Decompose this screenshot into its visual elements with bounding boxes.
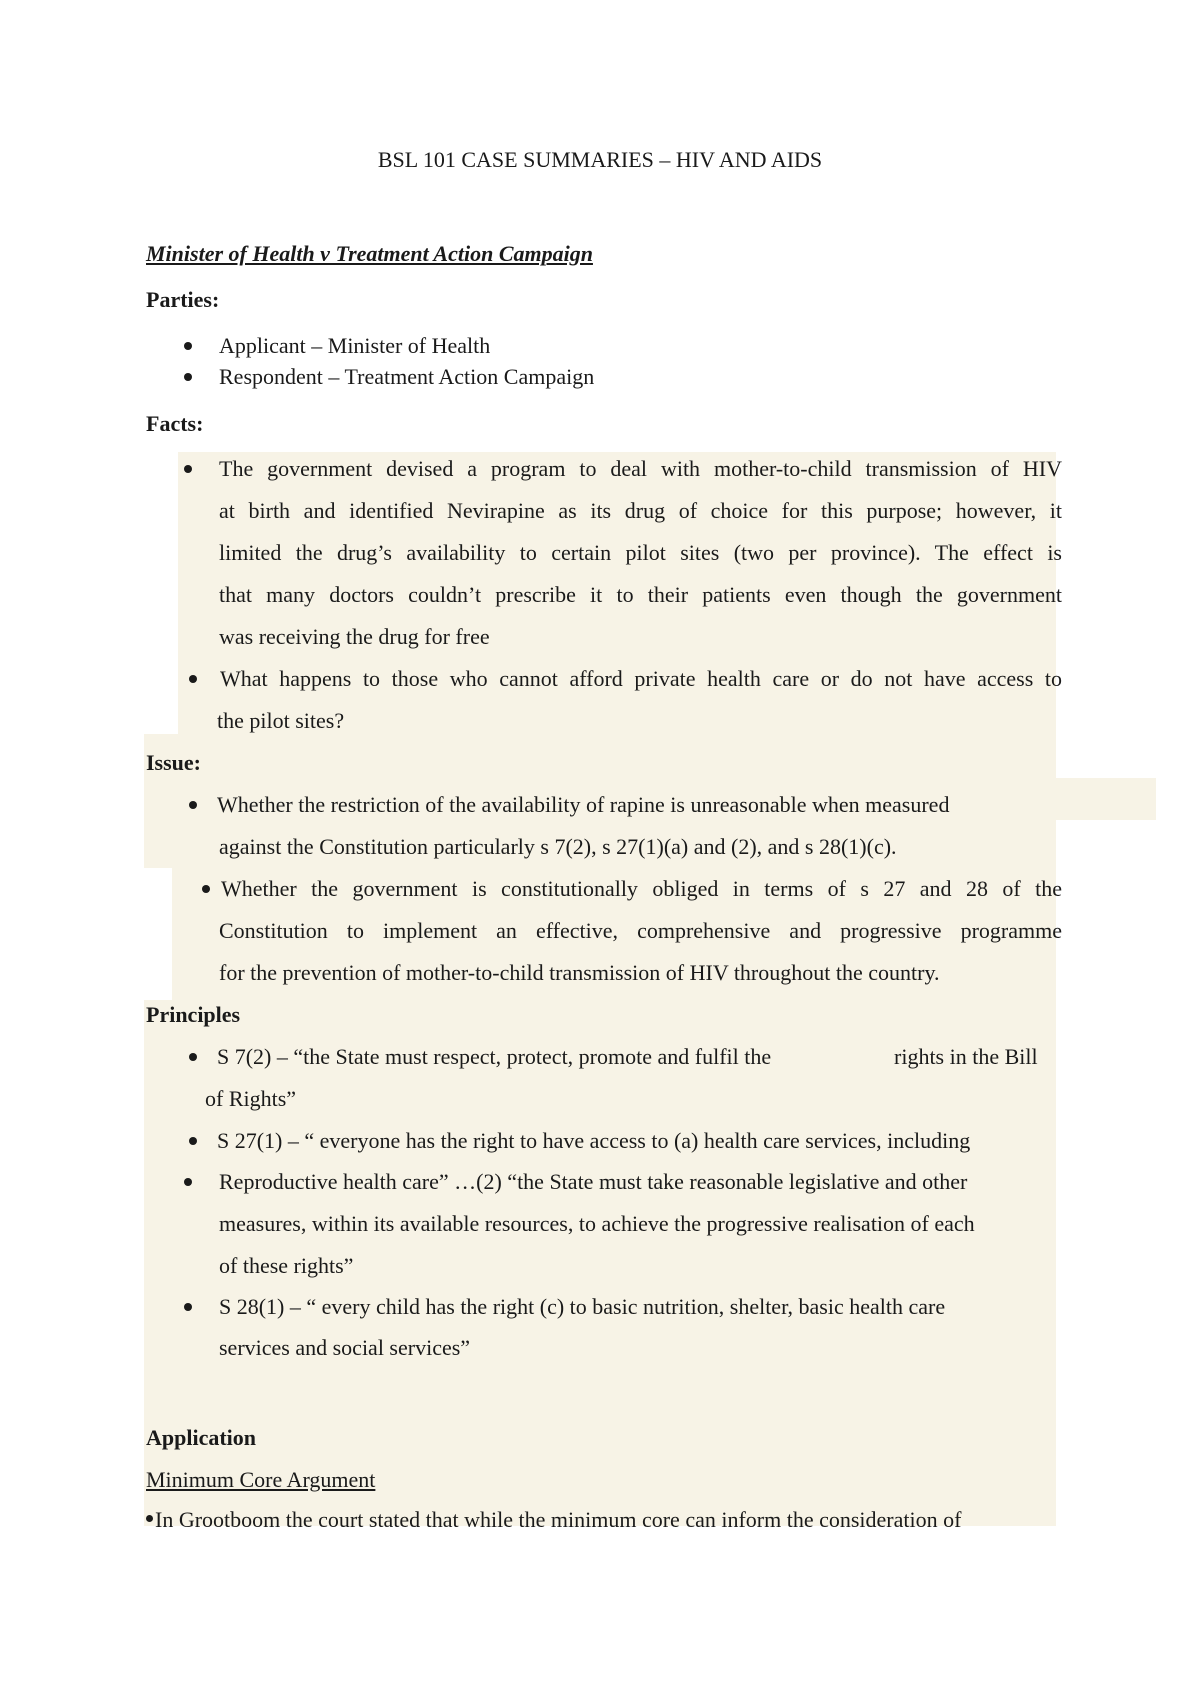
bullet-icon: [146, 1515, 153, 1522]
bullet-icon: [184, 1303, 192, 1311]
issue-item1-line2: against the Constitution particularly s 7(2), s 27(1)(a) and (2), and s 28(1)(c).: [219, 834, 897, 859]
bullet-icon: [184, 1178, 192, 1186]
bullet-icon: [184, 373, 192, 381]
application-heading: Application: [146, 1425, 257, 1450]
principle-s7-part2: rights in the Bill: [894, 1044, 1038, 1069]
principle-s28-line2: services and social services”: [219, 1335, 471, 1360]
bullet-icon: [189, 801, 197, 809]
case-title: Minister of Health v Treatment Action Campaign: [146, 241, 593, 266]
bullet-icon: [184, 465, 192, 473]
principle-s27-line2: Reproductive health care” …(2) “the State must take reasonable legislative and other: [219, 1169, 968, 1194]
principle-s27-line4: of these rights”: [219, 1253, 354, 1278]
facts-item1-line2: at birth and identified Nevirapine as its drug of choice for this purpose; however, it: [219, 498, 1062, 523]
principle-s7-part1: S 7(2) – “the State must respect, protect, promote and fulfil the: [217, 1044, 772, 1069]
issue-item2-line1: Whether the government is constitutionally obliged in terms of s 27 and 28 of the: [221, 876, 1062, 901]
facts-item2-line2: the pilot sites?: [217, 708, 345, 733]
parties-applicant: Applicant – Minister of Health: [219, 333, 491, 358]
principle-s7-part3: of Rights”: [205, 1086, 297, 1111]
principle-s27: S 27(1) – “ everyone has the right to have access to (a) health care services, including: [217, 1128, 971, 1153]
bullet-icon: [202, 885, 210, 893]
issue-item1-line1: Whether the restriction of the availability of rapine is unreasonable when measured: [217, 792, 950, 817]
bullet-icon: [189, 1053, 197, 1061]
parties-heading: Parties:: [146, 287, 220, 312]
facts-item2-line1: What happens to those who cannot afford private health care or do not have access to: [220, 666, 1062, 691]
facts-item1-line1: The government devised a program to deal with mother-to-child transmission of HIV: [219, 456, 1062, 481]
facts-item1-line5: was receiving the drug for free: [219, 624, 490, 649]
issue-item2-line3: for the prevention of mother-to-child transmission of HIV throughout the country.: [219, 960, 940, 985]
principle-s27-line3: measures, within its available resources, to achieve the progressive realisation of each: [219, 1211, 975, 1236]
principles-heading: Principles: [146, 1002, 241, 1027]
issue-heading: Issue:: [146, 750, 202, 775]
bullet-icon: [184, 342, 192, 350]
parties-respondent: Respondent – Treatment Action Campaign: [219, 364, 595, 389]
bullet-icon: [189, 1137, 197, 1145]
minimum-core-subheading: Minimum Core Argument: [146, 1467, 376, 1492]
application-line1: In Grootboom the court stated that while the minimum core can inform the consideration of: [155, 1507, 962, 1532]
issue-item2-line2: Constitution to implement an effective, comprehensive and progressive programme: [219, 918, 1062, 943]
page-title: BSL 101 CASE SUMMARIES – HIV AND AIDS: [377, 147, 823, 172]
highlight-application: [144, 1358, 1056, 1526]
bullet-icon: [189, 675, 197, 683]
facts-heading: Facts:: [146, 411, 204, 436]
highlight-issue-1: [144, 734, 1056, 778]
facts-item1-line4: that many doctors couldn’t prescribe it to their patients even though the government: [219, 582, 1062, 607]
principle-s28-line1: S 28(1) – “ every child has the right (c) to basic nutrition, shelter, basic health care: [219, 1294, 946, 1319]
facts-item1-line3: limited the drug’s availability to certain pilot sites (two per province). The effect is: [219, 540, 1062, 565]
